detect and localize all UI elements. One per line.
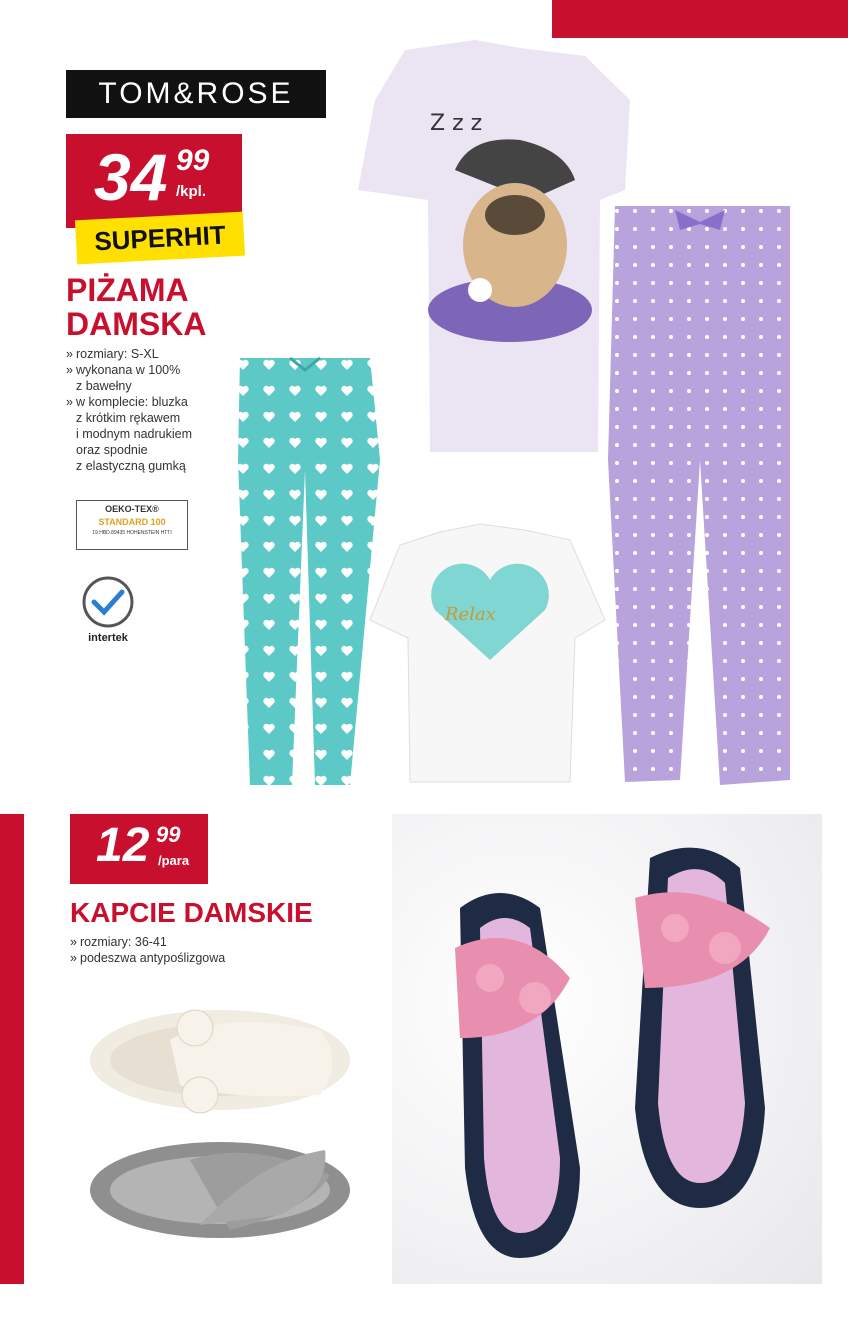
brand-logo-text: TOM&ROSE — [98, 77, 294, 110]
pajama-spec-list — [66, 346, 246, 474]
slippers-price-unit: /para — [158, 853, 190, 868]
left-accent-stripe — [0, 814, 24, 1284]
superhit-badge — [75, 212, 245, 265]
lavender-pants — [608, 206, 790, 785]
svg-text:Z z z: Z z z — [430, 111, 483, 136]
slippers-spec-list — [70, 934, 330, 966]
oeko-tex-certificate — [76, 500, 188, 550]
slippers-price-cents: 99 — [156, 822, 181, 847]
pug-sleep-shirt — [358, 40, 630, 452]
white-plush-slipper — [90, 1010, 350, 1113]
pajama-product-photo — [230, 40, 790, 810]
oeko-tex-title: OEKO-TEX® — [105, 504, 159, 514]
slippers-price-box — [70, 814, 208, 884]
pajama-spec-item: » w komplecie: bluzka z krótkim rękawem i modnym nadrukiem oraz spodnie z elastyczną gumką — [66, 394, 246, 474]
superhit-text: SUPERHIT — [93, 219, 227, 256]
floral-slipper-right — [635, 848, 770, 1208]
floral-slippers-photo — [420, 838, 780, 1278]
pajama-spec-item: » wykonana w 100% z bawełny — [66, 362, 246, 394]
plush-slippers-photo — [80, 1000, 370, 1260]
pajama-price-main: 34 — [94, 140, 168, 214]
pajama-title-line1: PIŻAMA — [66, 272, 189, 308]
gray-plush-slipper — [90, 1142, 350, 1238]
shirt-print-text: Relax — [445, 604, 496, 625]
oeko-tex-standard: STANDARD 100 — [98, 517, 166, 527]
slippers-title-text: KAPCIE DAMSKIE — [70, 897, 313, 928]
intertek-certificate — [76, 572, 140, 650]
pajama-price-unit: /kpl. — [176, 183, 207, 200]
intertek-wordmark: intertek — [88, 632, 128, 644]
heart-print-shirt — [370, 524, 605, 782]
pajama-title-line2: DAMSKA — [66, 305, 207, 342]
pajama-spec-item: » rozmiary: S-XL — [66, 346, 246, 362]
floral-slipper-left — [455, 893, 580, 1258]
mint-pants — [238, 358, 380, 785]
pajama-price-cents: 99 — [176, 144, 210, 177]
slippers-spec-item: » rozmiary: 36-41 — [70, 934, 330, 950]
intertek-check-icon — [76, 572, 140, 632]
oeko-tex-code: 19.HBD.89435 HOHENSTEIN HTTI — [92, 530, 172, 536]
corner-accent — [552, 0, 848, 38]
pajama-title — [66, 274, 206, 341]
slippers-title — [70, 898, 313, 927]
slippers-spec-item: » podeszwa antypoślizgowa — [70, 950, 330, 966]
slippers-price-main: 12 — [96, 819, 150, 872]
